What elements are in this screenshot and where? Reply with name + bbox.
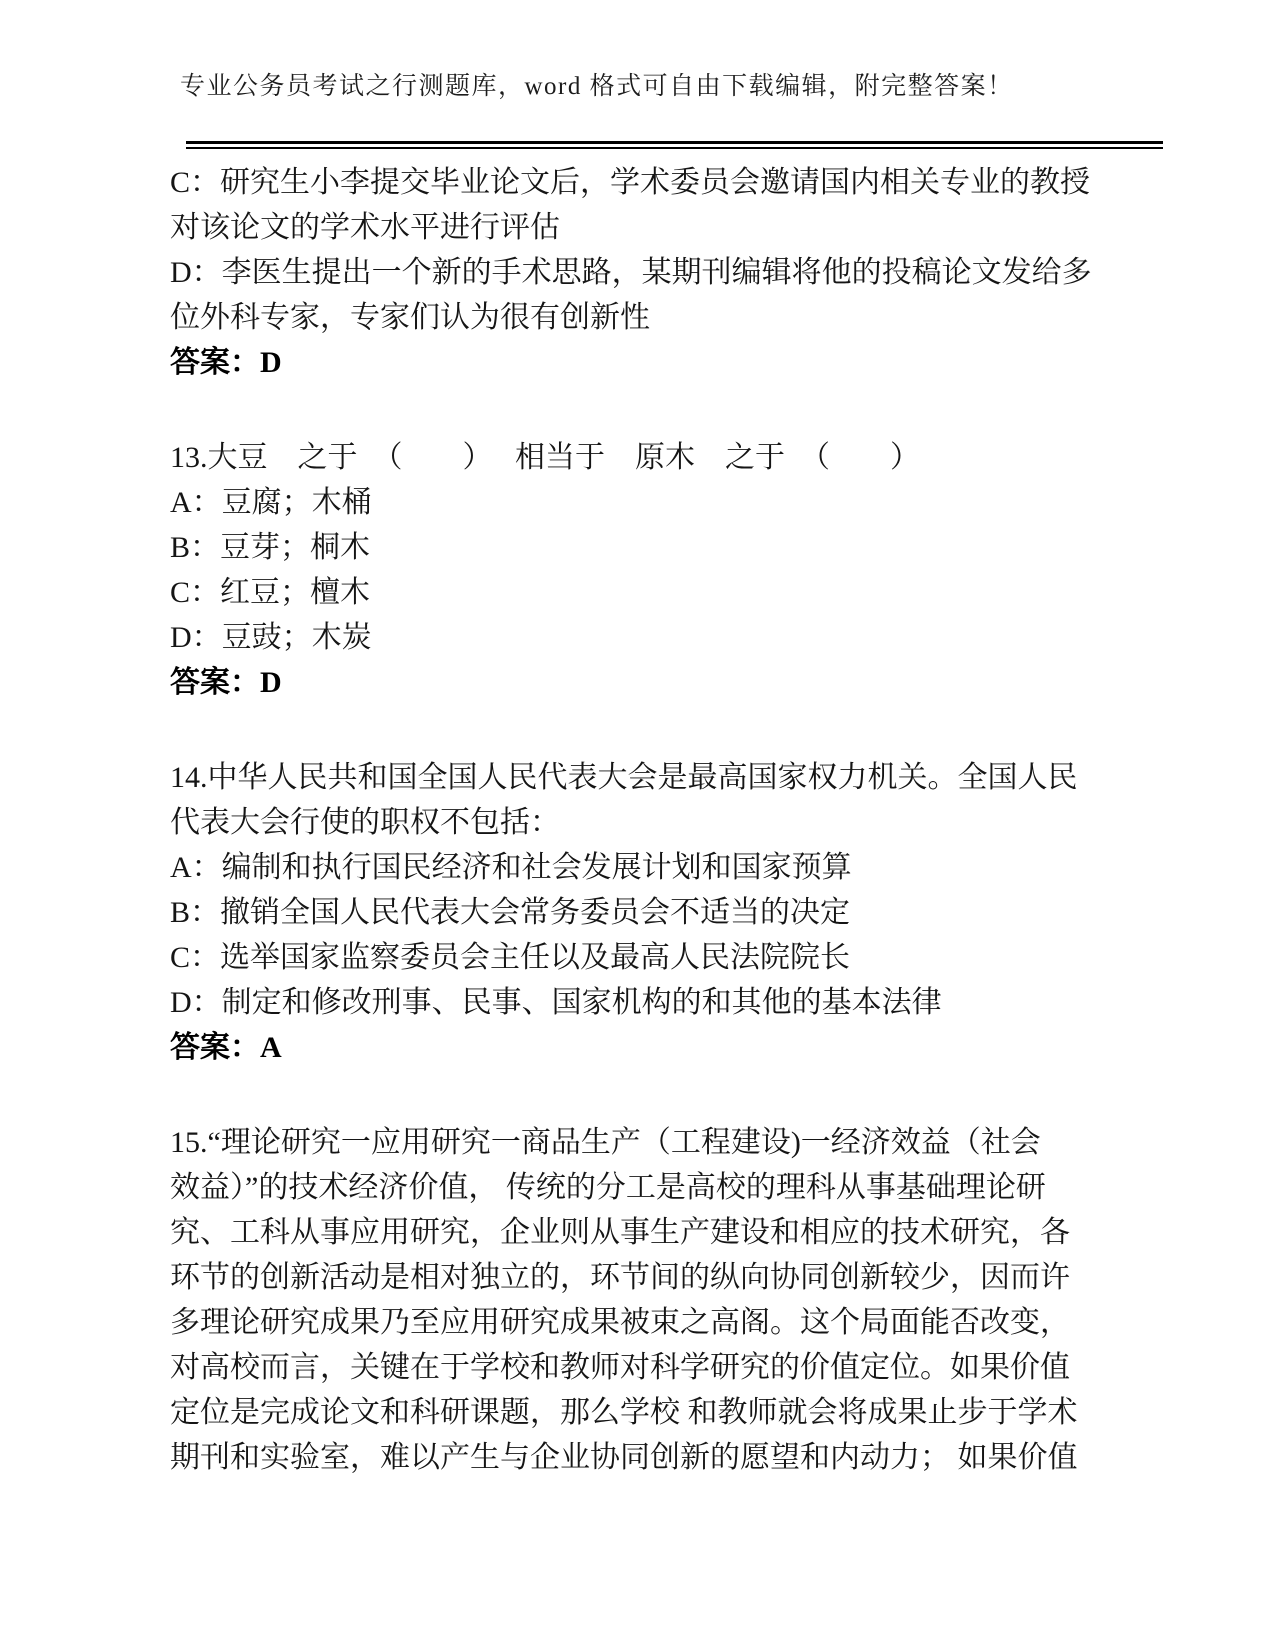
question-15: [170, 1120, 1130, 1480]
text-line: A：豆腐；木桶: [170, 486, 372, 519]
answer-line: 答案：D: [170, 346, 282, 379]
text-line: 定位是完成论文和科研课题，那么学校 和教师就会将成果止步于学术: [170, 1396, 1078, 1429]
question-12-options-tail: [170, 160, 1130, 385]
text-line: 13.大豆 之于 （ ） 相当于 原木 之于 （ ）: [170, 441, 920, 474]
text-line: 多理论研究成果乃至应用研究成果被束之高阁。这个局面能否改变，: [170, 1306, 1070, 1339]
question-14: [170, 755, 1130, 1070]
text-line: B：豆芽；桐木: [170, 531, 371, 564]
document-body: [170, 160, 1130, 1480]
text-line: 代表大会行使的职权不包括：: [170, 806, 560, 839]
text-line: 位外科专家，专家们认为很有创新性: [170, 301, 650, 334]
text-line: D：豆豉；木炭: [170, 621, 372, 654]
answer-line: 答案：A: [170, 1031, 282, 1064]
question-13: [170, 435, 1130, 705]
text-line: 15.“理论研究一应用研究一商品生产（工程建设)一经济效益（社会: [170, 1126, 1041, 1159]
text-line: 14.中华人民共和国全国人民代表大会是最高国家权力机关。全国人民: [170, 761, 1078, 794]
header-rule: [186, 141, 1163, 149]
text-line: C：选举国家监察委员会主任以及最高人民法院院长: [170, 941, 851, 974]
answer-line: 答案：D: [170, 666, 282, 699]
text-line: 效益）”的技术经济价值， 传统的分工是高校的理科从事基础理论研: [170, 1171, 1046, 1204]
text-line: C：红豆；檀木: [170, 576, 371, 609]
text-line: 对高校而言，关键在于学校和教师对科学研究的价值定位。如果价值: [170, 1351, 1070, 1384]
text-line: 究、工科从事应用研究，企业则从事生产建设和相应的技术研究，各: [170, 1216, 1070, 1249]
text-line: D：李医生提出一个新的手术思路，某期刊编辑将他的投稿论文发给多: [170, 256, 1092, 289]
text-line: C：研究生小李提交毕业论文后，学术委员会邀请国内相关专业的教授: [170, 166, 1091, 199]
header-title: 专业公务员考试之行测题库，word 格式可自由下载编辑，附完整答案！: [180, 73, 1014, 100]
text-line: 期刊和实验室，难以产生与企业协同创新的愿望和内动力； 如果价值: [170, 1441, 1078, 1474]
text-line: B：撤销全国人民代表大会常务委员会不适当的决定: [170, 896, 851, 929]
text-line: A：编制和执行国民经济和社会发展计划和国家预算: [170, 851, 852, 884]
text-line: D：制定和修改刑事、民事、国家机构的和其他的基本法律: [170, 986, 942, 1019]
text-line: 对该论文的学术水平进行评估: [170, 211, 560, 244]
text-line: 环节的创新活动是相对独立的，环节间的纵向协同创新较少，因而许: [170, 1261, 1070, 1294]
